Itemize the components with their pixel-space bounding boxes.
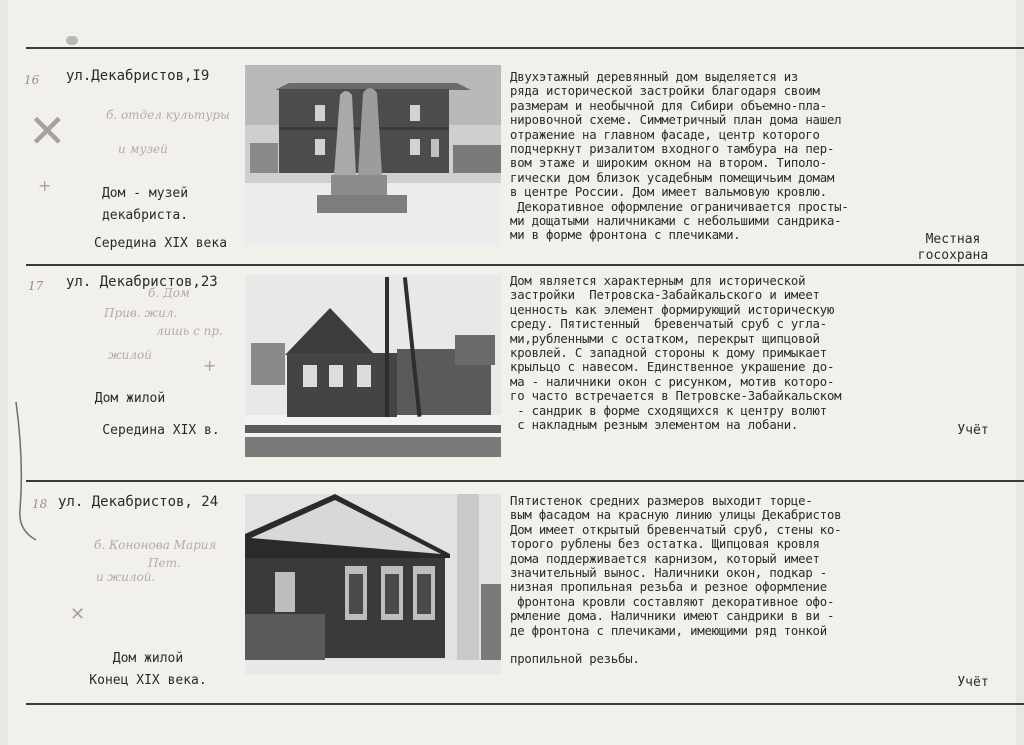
divider-line bbox=[26, 703, 1024, 705]
cross-mark-icon: ✕ bbox=[28, 104, 67, 158]
status-line: Местная bbox=[925, 232, 981, 247]
description-text bbox=[510, 494, 841, 666]
description-line: в центре России. Дом имеет вальмовую кровлю. bbox=[510, 185, 827, 200]
photo-wooden-house-23 bbox=[245, 275, 501, 457]
handwritten-note: и музей bbox=[118, 142, 168, 156]
description-line: ми в форме фронтона с плечиками. bbox=[510, 228, 741, 243]
description-line: Пятистенок средних размеров выходит торце- bbox=[510, 494, 813, 508]
catalog-sheet bbox=[8, 0, 1016, 745]
description-line: го часто встречается в Петровске-Забайкальском bbox=[510, 389, 842, 404]
caption-line: декабриста. bbox=[101, 208, 189, 223]
divider-line bbox=[26, 47, 1024, 49]
description-line: ма - наличники окон с рисунком, мотив которо- bbox=[510, 374, 835, 389]
description-line: нировочной схеме. Симметричный план дома нашел bbox=[510, 113, 842, 128]
object-period: Середина XIX века bbox=[93, 236, 228, 251]
description-line: среду. Пятистенный бревенчатый сруб с угла- bbox=[510, 317, 827, 332]
description-line: крыльцо с навесом. Единственное украшение до- bbox=[510, 360, 835, 375]
entry-address: ул. Декабристов, 24 bbox=[58, 494, 219, 510]
object-caption: Дом жилой bbox=[94, 391, 166, 406]
handwritten-note: лишь с пр. bbox=[156, 324, 223, 338]
description-line: вом этаже и широким окном на втором. Типоло- bbox=[510, 156, 827, 171]
status-line: госохрана bbox=[917, 248, 989, 263]
description-line: Декоративное оформление ограничивается просты- bbox=[510, 199, 849, 214]
description-line: застройки Петровска-Забайкальского и имеет bbox=[510, 288, 820, 303]
protection-status bbox=[908, 232, 998, 264]
description-text bbox=[510, 274, 841, 432]
protection-status: Учёт bbox=[957, 675, 989, 690]
description-line: рмление дома. Наличники имеют сандрики в ви - bbox=[510, 609, 835, 624]
description-line: ряда исторической застройки благодаря своим bbox=[510, 84, 820, 99]
caption-line: Конец XIX века. bbox=[89, 673, 207, 688]
plus-mark-icon: + bbox=[203, 356, 217, 375]
description-line: дома поддерживается карнизом, который имеет bbox=[510, 551, 820, 566]
protection-status: Учёт bbox=[957, 423, 989, 438]
caption-line: Дом жилой bbox=[112, 651, 184, 666]
cross-mark-icon: ✕ bbox=[70, 604, 86, 625]
divider-line bbox=[26, 264, 1024, 266]
handwritten-note: Пет. bbox=[148, 556, 181, 570]
margin-bracket bbox=[8, 400, 48, 550]
description-line: кровлей. С западной стороны к дому примыкает bbox=[510, 346, 827, 361]
description-line: ми,рубленными с остатком, перекрыт щипцовой bbox=[510, 331, 820, 346]
entry-address: ул. Декабристов,23 bbox=[66, 274, 218, 290]
description-line: Двухэтажный деревянный дом выделяется из bbox=[510, 70, 799, 84]
description-line: значительный вынос. Наличники окон, подкар - bbox=[510, 566, 827, 581]
description-line: Дом имеет открытый бревенчатый сруб, стены ко- bbox=[510, 522, 842, 537]
description-line: де фронтона с плечиками, имеющими ряд тонкой bbox=[510, 623, 827, 638]
entry-number: 16 bbox=[24, 73, 40, 87]
entry-address: ул.Декабристов,I9 bbox=[66, 68, 210, 84]
divider-line bbox=[26, 480, 1024, 482]
description-line: - сандрик в форме сходящихся к центру волют bbox=[510, 403, 827, 418]
description-text bbox=[510, 70, 849, 243]
entry-number: 18 bbox=[32, 497, 48, 511]
description-line: торого рублены без остатка. Щипцовая кровля bbox=[510, 537, 820, 552]
punch-hole bbox=[66, 36, 78, 45]
handwritten-note: Прив. жил. bbox=[104, 306, 178, 320]
photo-wooden-house-24 bbox=[245, 494, 501, 674]
entry-number: 17 bbox=[28, 279, 44, 293]
description-line: ми дощатыми наличниками с небольшими сандрика- bbox=[510, 214, 842, 229]
caption-line: Дом - музей bbox=[101, 186, 189, 201]
description-line bbox=[510, 638, 841, 652]
handwritten-note: жилой bbox=[108, 348, 152, 362]
object-caption bbox=[78, 648, 218, 692]
description-line: Дом является характерным для исторической bbox=[510, 274, 806, 288]
handwritten-note: б. Кононова Мария bbox=[94, 538, 217, 552]
description-line: гически дом близок усадебным помещичьим домам bbox=[510, 170, 835, 185]
handwritten-note: б. отдел культуры bbox=[106, 108, 230, 122]
description-line: фронтона кровли составляют декоративное офо- bbox=[510, 594, 835, 609]
handwritten-note: б. Дом bbox=[148, 286, 190, 300]
plus-mark-icon: + bbox=[38, 176, 52, 195]
description-line: подчеркнут ризалитом входного тамбура на пер- bbox=[510, 142, 835, 157]
description-line: с накладным резным элементом на лобани. bbox=[510, 418, 799, 433]
description-line: вым фасадом на красную линию улицы Декабристов bbox=[510, 508, 842, 523]
description-line: пропильной резьбы. bbox=[510, 652, 640, 667]
description-line: размерам и необычной для Сибири объемно-пла- bbox=[510, 98, 827, 113]
object-caption bbox=[70, 183, 220, 227]
handwritten-note: и жилой. bbox=[96, 570, 156, 584]
description-line: отражение на главном фасаде, центр которого bbox=[510, 127, 820, 142]
description-line: низная пропильная резьба и резное оформление bbox=[510, 580, 827, 595]
description-line: ценность как элемент формирующий историческую bbox=[510, 302, 835, 317]
photo-museum-house bbox=[245, 65, 501, 246]
object-period: Середина XIX в. bbox=[102, 423, 220, 438]
